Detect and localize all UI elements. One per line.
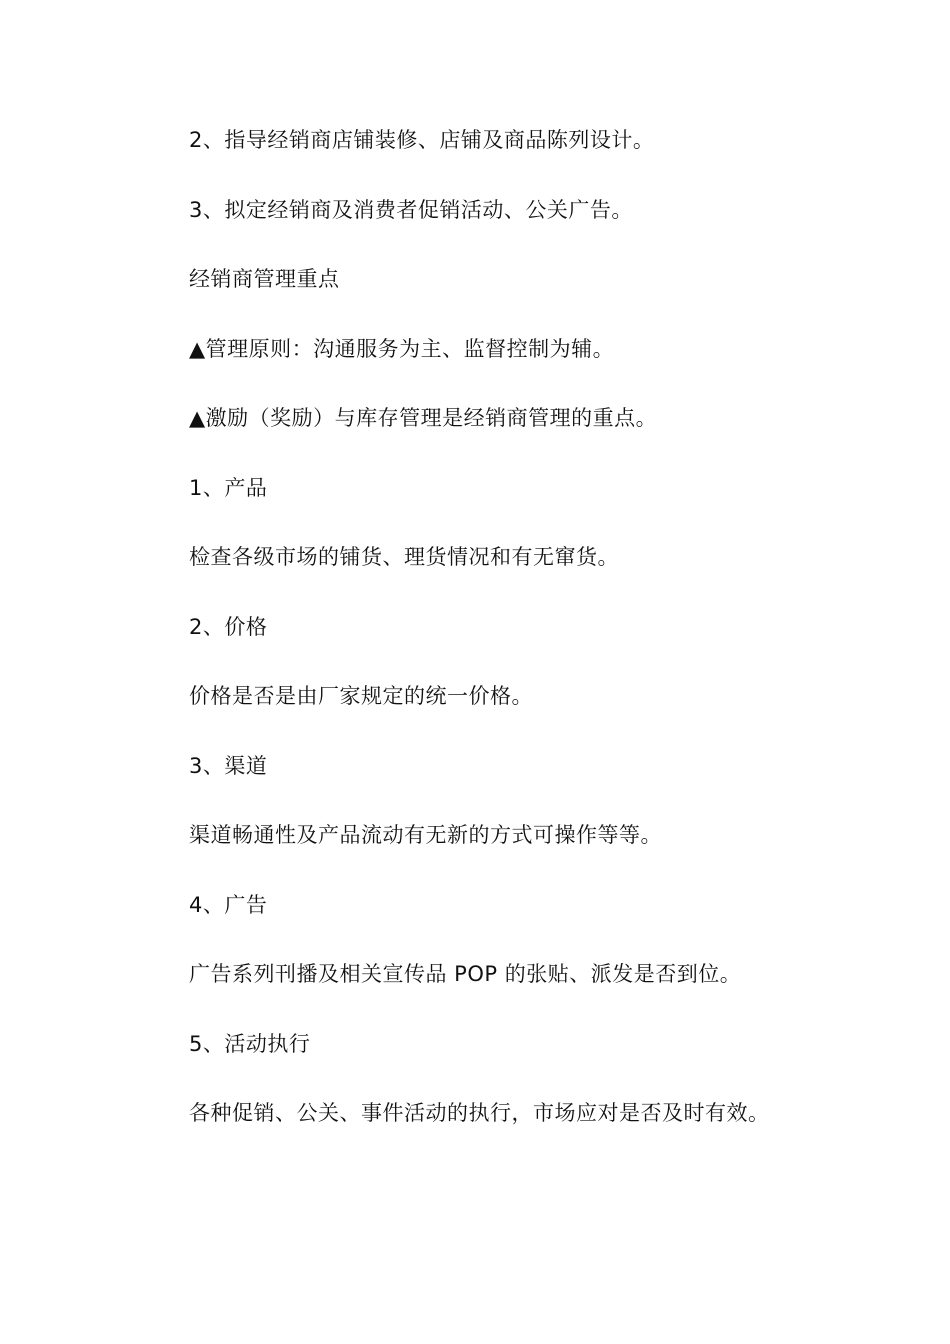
subheading-price: 2、价格 bbox=[189, 615, 268, 639]
list-item-store-guidance: 2、指导经销商店铺装修、店铺及商品陈列设计。 bbox=[189, 128, 655, 152]
section-heading: 经销商管理重点 bbox=[189, 267, 340, 291]
paragraph-price: 价格是否是由厂家规定的统一价格。 bbox=[189, 684, 533, 708]
subheading-product: 1、产品 bbox=[189, 476, 268, 500]
paragraph-activity-execution: 各种促销、公关、事件活动的执行，市场应对是否及时有效。 bbox=[189, 1101, 770, 1125]
subheading-advertising: 4、广告 bbox=[189, 893, 268, 917]
subheading-channel: 3、渠道 bbox=[189, 754, 268, 778]
list-item-promotion-planning: 3、拟定经销商及消费者促销活动、公关广告。 bbox=[189, 198, 633, 222]
subheading-activity-execution: 5、活动执行 bbox=[189, 1032, 311, 1056]
bullet-management-principle: ▲管理原则：沟通服务为主、监督控制为辅。 bbox=[189, 337, 615, 361]
paragraph-channel: 渠道畅通性及产品流动有无新的方式可操作等等。 bbox=[189, 823, 662, 847]
bullet-incentive-inventory: ▲激励（奖励）与库存管理是经销商管理的重点。 bbox=[189, 406, 658, 430]
paragraph-advertising: 广告系列刊播及相关宣传品 POP 的张贴、派发是否到位。 bbox=[189, 962, 742, 986]
paragraph-product: 检查各级市场的铺货、理货情况和有无窜货。 bbox=[189, 545, 619, 569]
